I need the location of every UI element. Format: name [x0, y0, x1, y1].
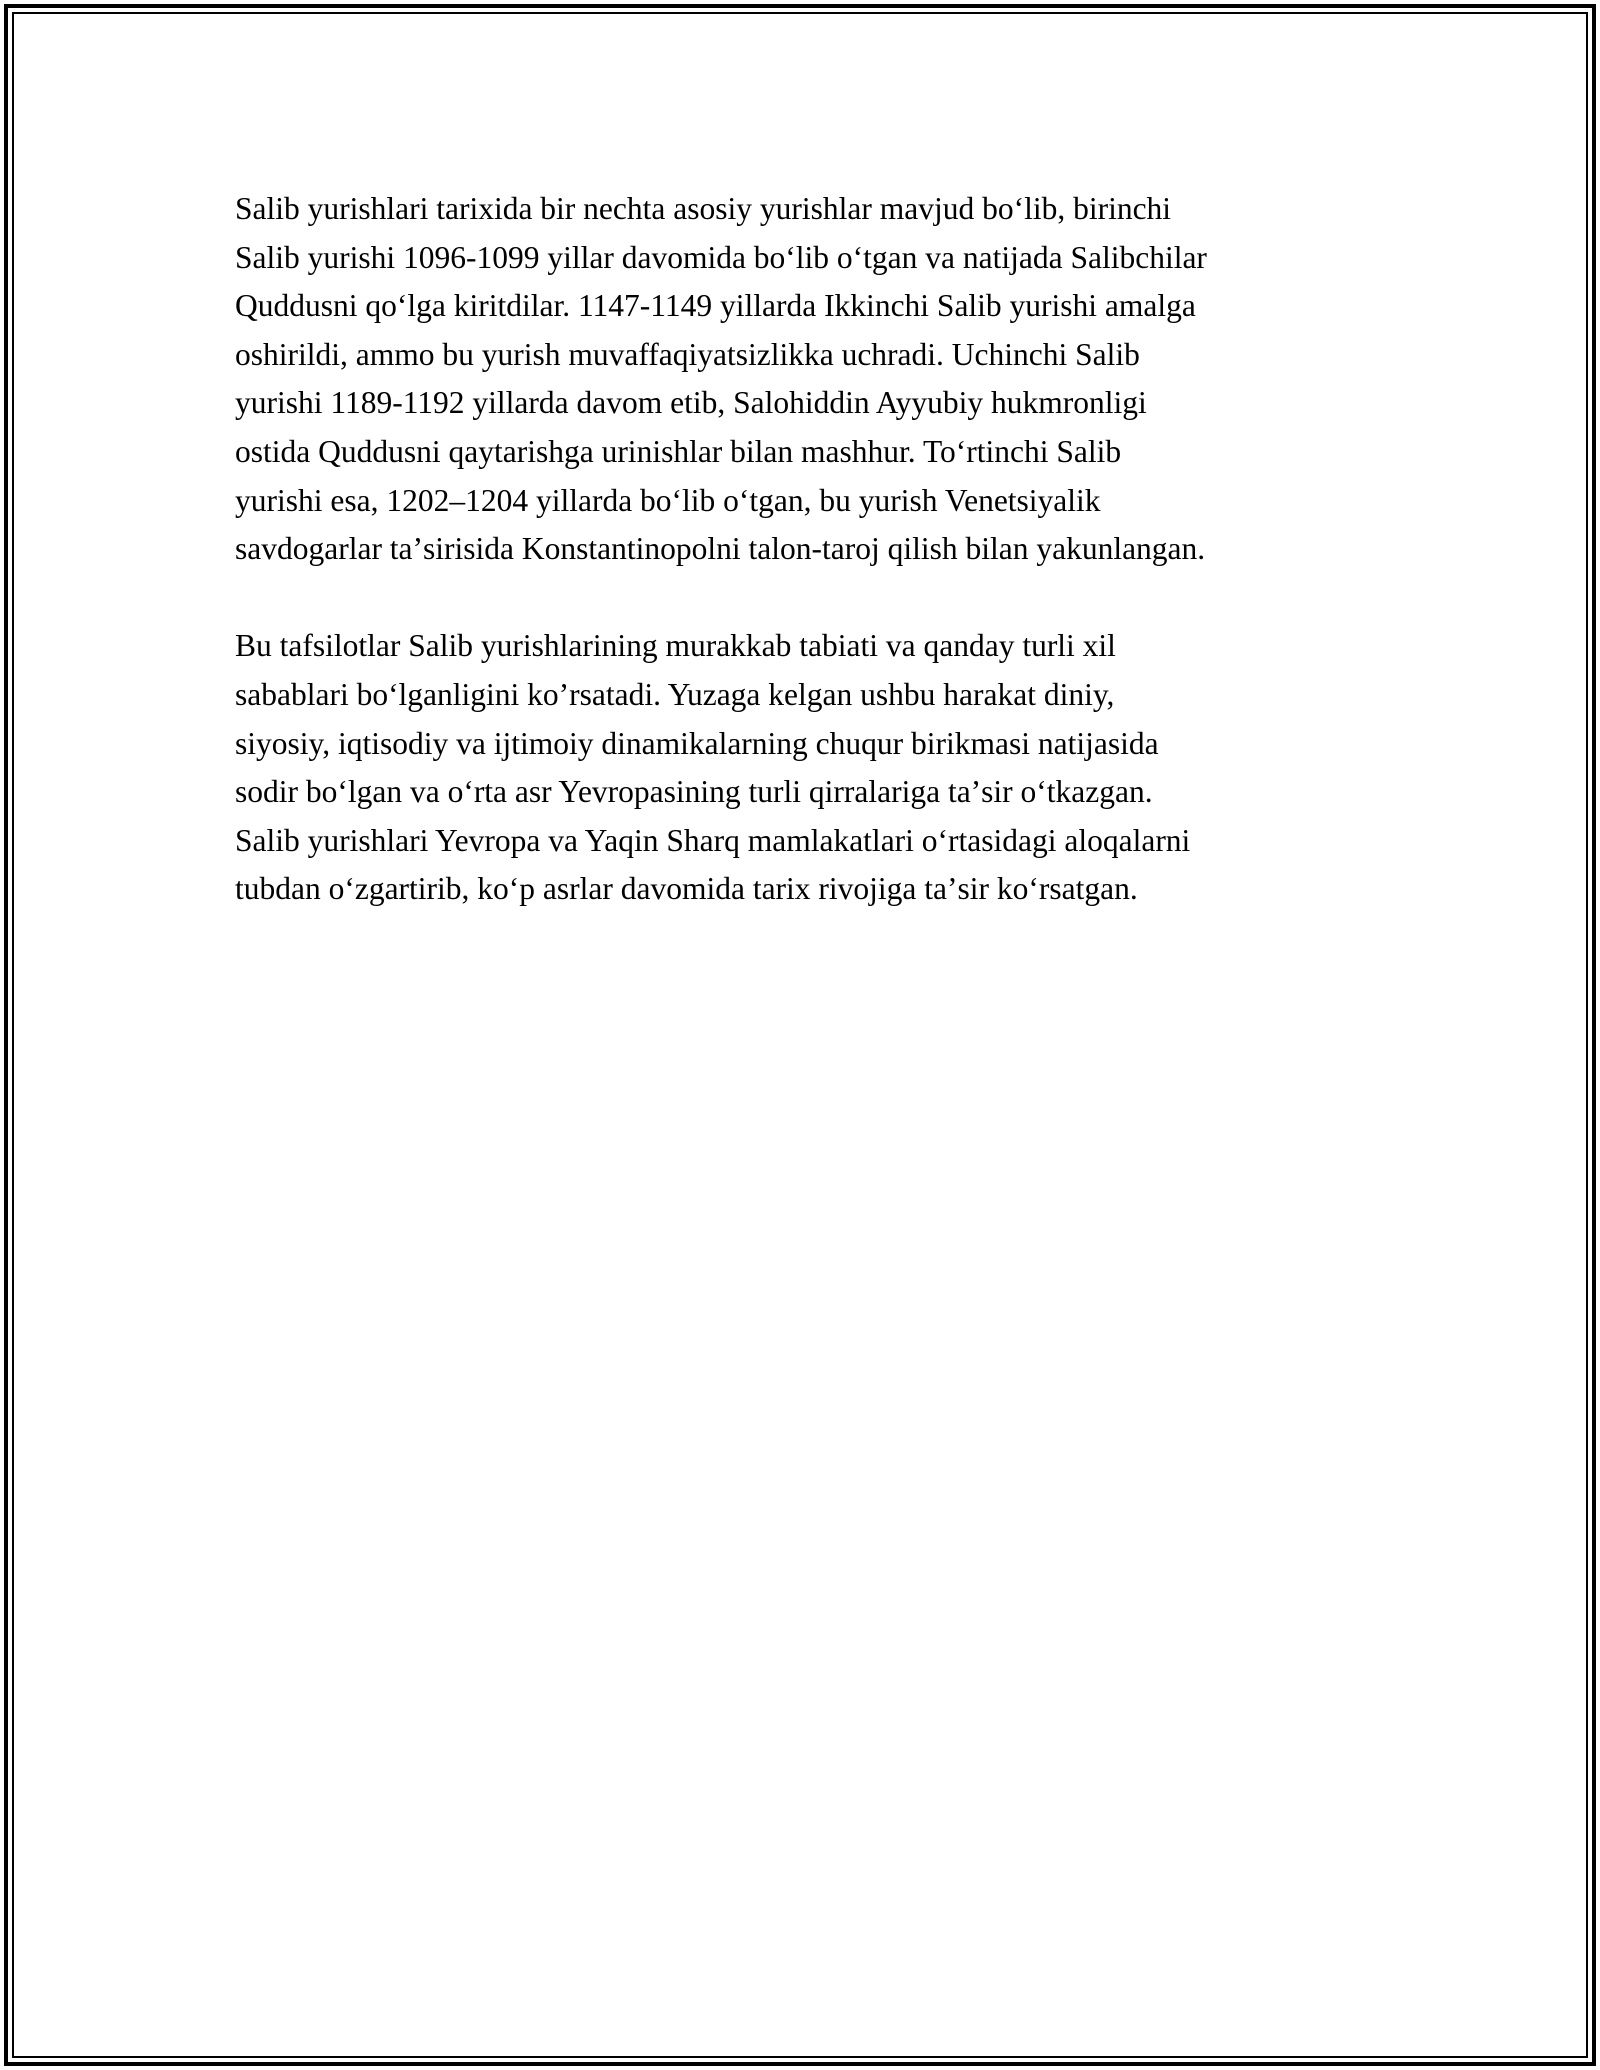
paragraph-crusades-overview: Salib yurishlari tarixida bir nechta asosiy yurishlar mavjud boʻlib, birinchi Salib yurishi 1096-1099 yillar davomida boʻlib oʻtgan va natijada Salibchilar Quddusni qoʻlga kiritdilar. 1147-1149 yillarda Ikkinchi Salib yurishi amalga oshirildi, ammo bu yurish muvaffaqiyatsizlikka uchradi. Uchinchi Salib yurishi 1189-1192 yillarda davom etib, Salohiddin Ayyubiy hukmronligi ostida Quddusni qaytarishga urinishlar bilan mashhur. Toʻrtinchi Salib yurishi esa, 1202–1204 yillarda boʻlib oʻtgan, bu yurish Venetsiyalik savdogarlar taʼsirisida Konstantinopolni talon-taroj qilish bilan yakunlangan.	[235, 191, 1207, 567]
paragraph-crusades-significance: Bu tafsilotlar Salib yurishlarining murakkab tabiati va qanday turli xil sabablari boʻlganligini koʼrsatadi. Yuzaga kelgan ushbu harakat diniy, siyosiy, iqtisodiy va ijtimoiy dinamikalarning chuqur birikmasi natijasida sodir boʻlgan va oʻrta asr Yevropasining turli qirralariga taʼsir oʻtkazgan. Salib yurishlari Yevropa va Yaqin Sharq mamlakatlari oʻrtasidagi aloqalarni tubdan oʻzgartirib, koʻp asrlar davomida tarix rivojiga taʼsir koʻrsatgan.	[235, 628, 1191, 907]
document-body	[235, 185, 1375, 914]
